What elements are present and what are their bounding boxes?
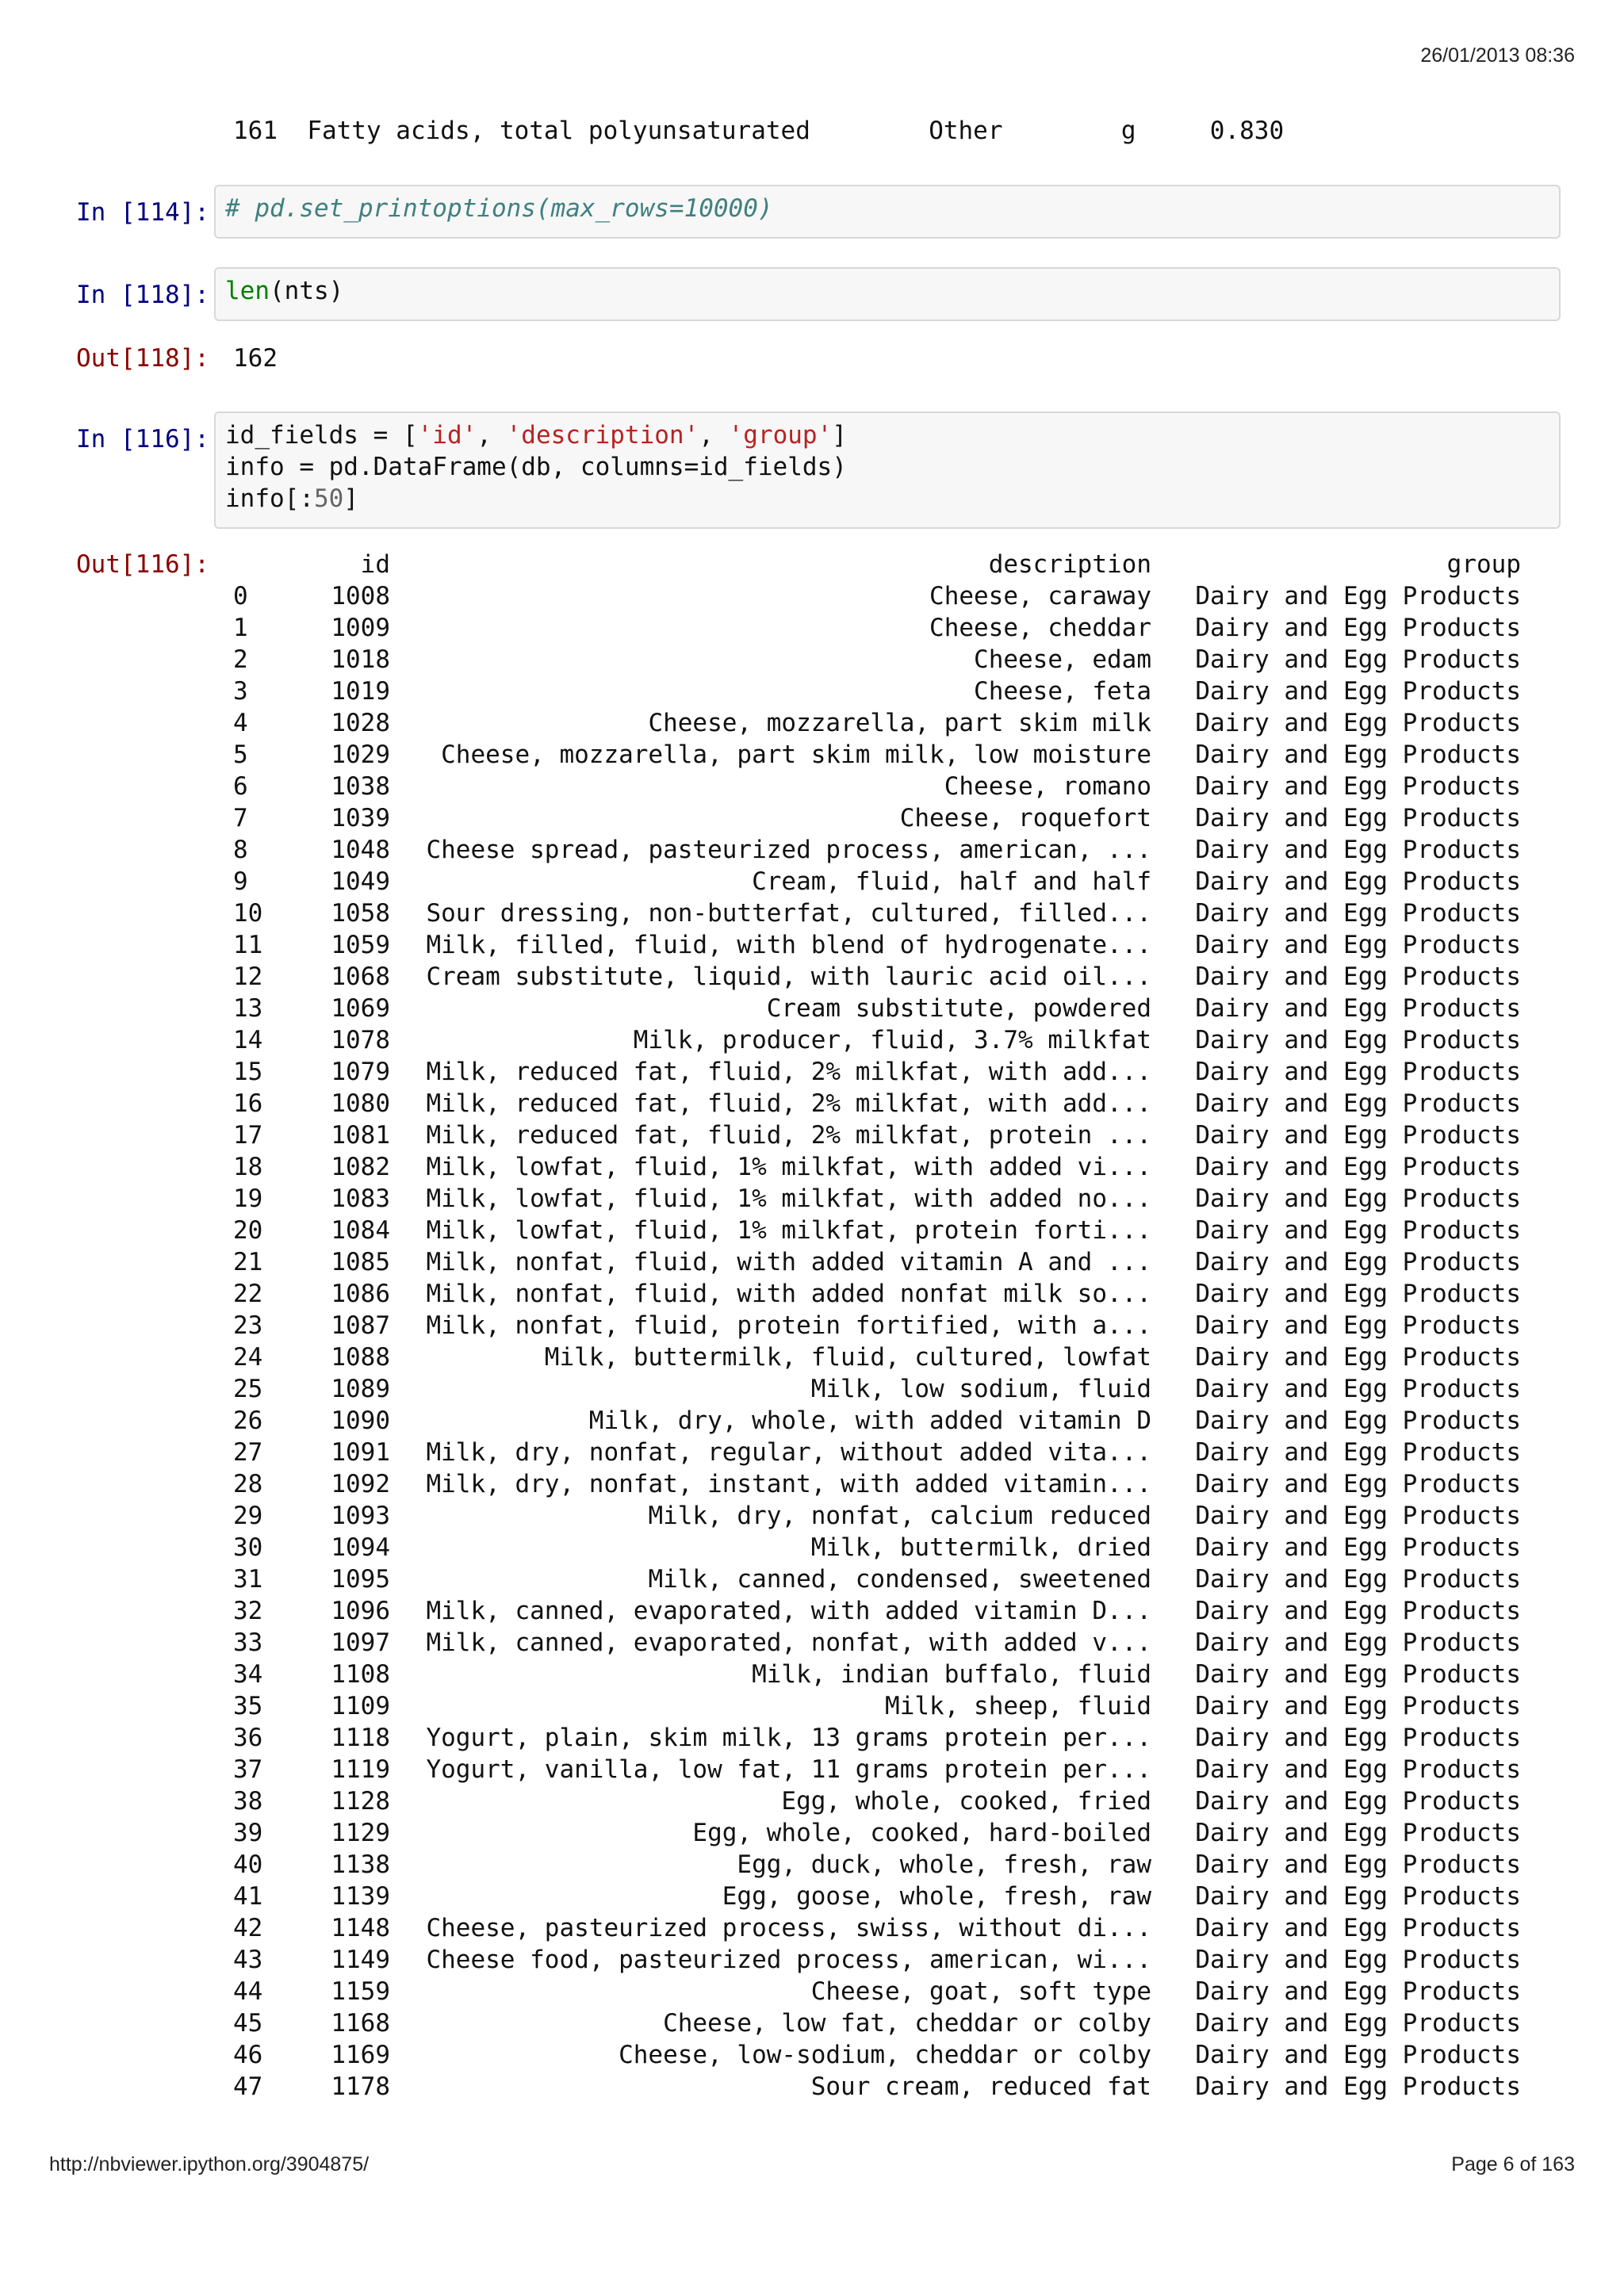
row-index: 22 xyxy=(233,1280,263,1308)
row-group: Dairy and Egg Products xyxy=(1195,994,1521,1023)
row-description: Cheese spread, pasteurized process, american, ... xyxy=(426,836,1151,864)
row-group: Dairy and Egg Products xyxy=(1195,1724,1521,1752)
table-row xyxy=(233,1785,1521,1817)
row-id: 1008 xyxy=(331,582,390,610)
row-description: Yogurt, vanilla, low fat, 11 grams protein per... xyxy=(426,1755,1151,1784)
row-id: 1108 xyxy=(331,1660,390,1689)
row-index: 4 xyxy=(233,709,248,737)
out-116-prompt: Out[116]: xyxy=(76,550,209,579)
row-group: Dairy and Egg Products xyxy=(1195,1819,1521,1847)
dataframe-output xyxy=(233,549,1521,2103)
row-description: Milk, buttermilk, fluid, cultured, lowfat xyxy=(544,1343,1151,1372)
row-description: Cheese, feta xyxy=(974,677,1151,706)
row-group: Dairy and Egg Products xyxy=(1195,836,1521,864)
row-id: 1159 xyxy=(331,1977,390,2006)
row-description: Milk, dry, nonfat, instant, with added vitamin... xyxy=(426,1470,1151,1498)
cell-118-prompt: In [118]: xyxy=(76,281,209,309)
cell-118-input[interactable] xyxy=(214,267,1561,321)
row-group: Dairy and Egg Products xyxy=(1195,582,1521,610)
row-description: Milk, nonfat, fluid, with added vitamin A and ... xyxy=(426,1248,1151,1276)
column-header-description: description xyxy=(988,550,1151,579)
cell-116-line-1: id_fields = ['id', 'description', 'group'] xyxy=(225,421,847,450)
cell-118-arg: (nts) xyxy=(270,277,344,305)
table-row xyxy=(233,1405,1521,1437)
row-index: 2 xyxy=(233,645,248,674)
row-index: 33 xyxy=(233,1628,263,1657)
print-timestamp: 26/01/2013 08:36 xyxy=(1420,44,1575,67)
row-group: Dairy and Egg Products xyxy=(1195,1438,1521,1467)
row-description: Cheese food, pasteurized process, american, wi... xyxy=(426,1946,1151,1974)
row-description: Cheese, goat, soft type xyxy=(810,1977,1151,2006)
row-id: 1088 xyxy=(331,1343,390,1372)
row-group: Dairy and Egg Products xyxy=(1195,1628,1521,1657)
row-group: Dairy and Egg Products xyxy=(1195,677,1521,706)
dataframe-header-row xyxy=(233,549,1521,580)
table-row xyxy=(233,1912,1521,1944)
row-description: Cream substitute, powdered xyxy=(766,994,1151,1023)
table-row xyxy=(233,1690,1521,1722)
row-description: Milk, dry, whole, with added vitamin D xyxy=(588,1406,1151,1435)
row-index: 19 xyxy=(233,1184,263,1213)
row-group: Dairy and Egg Products xyxy=(1195,709,1521,737)
row-index: 39 xyxy=(233,1819,263,1847)
table-row xyxy=(233,866,1521,897)
row-index: 11 xyxy=(233,931,263,959)
previous-output-line: 161 Fatty acids, total polyunsaturated Other g 0.830 xyxy=(233,117,1285,145)
row-group: Dairy and Egg Products xyxy=(1195,1692,1521,1720)
row-description: Cream substitute, liquid, with lauric acid oil... xyxy=(426,962,1151,991)
row-index: 35 xyxy=(233,1692,263,1720)
row-id: 1095 xyxy=(331,1565,390,1594)
row-description: Milk, lowfat, fluid, 1% milkfat, with added vi... xyxy=(426,1153,1151,1181)
row-group: Dairy and Egg Products xyxy=(1195,1121,1521,1150)
row-id: 1038 xyxy=(331,772,390,801)
row-id: 1091 xyxy=(331,1438,390,1467)
row-id: 1078 xyxy=(331,1026,390,1054)
row-index: 16 xyxy=(233,1089,263,1118)
row-group: Dairy and Egg Products xyxy=(1195,772,1521,801)
row-index: 6 xyxy=(233,772,248,801)
column-header-id: id xyxy=(360,550,390,579)
table-row xyxy=(233,1373,1521,1405)
row-id: 1168 xyxy=(331,2009,390,2038)
row-index: 13 xyxy=(233,994,263,1023)
row-index: 8 xyxy=(233,836,248,864)
row-group: Dairy and Egg Products xyxy=(1195,1660,1521,1689)
footer-page-number: Page 6 of 163 xyxy=(1451,2153,1575,2175)
row-group: Dairy and Egg Products xyxy=(1195,1089,1521,1118)
row-id: 1009 xyxy=(331,614,390,642)
row-id: 1109 xyxy=(331,1692,390,1720)
row-id: 1149 xyxy=(331,1946,390,1974)
row-group: Dairy and Egg Products xyxy=(1195,1470,1521,1498)
row-description: Sour dressing, non-butterfat, cultured, filled... xyxy=(426,899,1151,928)
row-group: Dairy and Egg Products xyxy=(1195,1533,1521,1562)
row-description: Milk, buttermilk, dried xyxy=(810,1533,1151,1562)
row-index: 42 xyxy=(233,1914,263,1942)
row-index: 37 xyxy=(233,1755,263,1784)
row-group: Dairy and Egg Products xyxy=(1195,1565,1521,1594)
table-row xyxy=(233,1215,1521,1246)
row-id: 1079 xyxy=(331,1058,390,1086)
table-row xyxy=(233,1976,1521,2007)
table-row xyxy=(233,2071,1521,2103)
column-header-group: group xyxy=(1446,550,1521,579)
row-id: 1084 xyxy=(331,1216,390,1245)
row-index: 36 xyxy=(233,1724,263,1752)
row-index: 41 xyxy=(233,1882,263,1911)
row-id: 1049 xyxy=(331,867,390,896)
row-description: Cheese, romano xyxy=(944,772,1151,801)
row-id: 1069 xyxy=(331,994,390,1023)
row-id: 1058 xyxy=(331,899,390,928)
row-description: Milk, lowfat, fluid, 1% milkfat, protein forti... xyxy=(426,1216,1151,1245)
row-id: 1094 xyxy=(331,1533,390,1562)
row-id: 1096 xyxy=(331,1597,390,1625)
cell-116-input[interactable] xyxy=(214,411,1561,529)
table-row xyxy=(233,644,1521,675)
row-group: Dairy and Egg Products xyxy=(1195,804,1521,832)
row-group: Dairy and Egg Products xyxy=(1195,867,1521,896)
cell-116-line-2: info = pd.DataFrame(db, columns=id_fields) xyxy=(225,453,847,481)
footer-url: http://nbviewer.ipython.org/3904875/ xyxy=(49,2153,370,2175)
row-description: Egg, duck, whole, fresh, raw xyxy=(737,1850,1151,1879)
row-description: Egg, goose, whole, fresh, raw xyxy=(722,1882,1151,1911)
table-row xyxy=(233,1278,1521,1310)
row-description: Milk, nonfat, fluid, with added nonfat milk so... xyxy=(426,1280,1151,1308)
row-id: 1080 xyxy=(331,1089,390,1118)
row-description: Cheese, low fat, cheddar or colby xyxy=(663,2009,1151,2038)
table-row xyxy=(233,1437,1521,1468)
row-description: Milk, reduced fat, fluid, 2% milkfat, with add... xyxy=(426,1058,1151,1086)
row-index: 27 xyxy=(233,1438,263,1467)
out-118-value: 162 xyxy=(233,344,278,373)
table-row xyxy=(233,897,1521,929)
cell-116-prompt: In [116]: xyxy=(76,425,209,453)
table-row xyxy=(233,1563,1521,1595)
table-row xyxy=(233,1024,1521,1056)
row-description: Milk, canned, condensed, sweetened xyxy=(648,1565,1151,1594)
row-id: 1048 xyxy=(331,836,390,864)
cell-114-input[interactable] xyxy=(214,185,1561,239)
row-index: 24 xyxy=(233,1343,263,1372)
table-row xyxy=(233,1627,1521,1659)
row-description: Milk, reduced fat, fluid, 2% milkfat, protein ... xyxy=(426,1121,1151,1150)
table-row xyxy=(233,675,1521,707)
row-id: 1028 xyxy=(331,709,390,737)
row-index: 45 xyxy=(233,2009,263,2038)
row-id: 1092 xyxy=(331,1470,390,1498)
row-group: Dairy and Egg Products xyxy=(1195,740,1521,769)
row-index: 31 xyxy=(233,1565,263,1594)
row-description: Cheese, pasteurized process, swiss, without di... xyxy=(426,1914,1151,1942)
table-row xyxy=(233,1881,1521,1912)
row-description: Cheese, edam xyxy=(974,645,1151,674)
row-id: 1086 xyxy=(331,1280,390,1308)
table-row xyxy=(233,739,1521,771)
row-index: 43 xyxy=(233,1946,263,1974)
row-description: Cheese, mozzarella, part skim milk, low moisture xyxy=(441,740,1151,769)
row-index: 44 xyxy=(233,1977,263,2006)
row-id: 1090 xyxy=(331,1406,390,1435)
table-row xyxy=(233,580,1521,612)
row-index: 21 xyxy=(233,1248,263,1276)
table-row xyxy=(233,612,1521,644)
table-row xyxy=(233,771,1521,802)
row-description: Milk, reduced fat, fluid, 2% milkfat, with add... xyxy=(426,1089,1151,1118)
row-group: Dairy and Egg Products xyxy=(1195,2072,1521,2101)
table-row xyxy=(233,1849,1521,1881)
row-index: 14 xyxy=(233,1026,263,1054)
table-row xyxy=(233,1722,1521,1754)
row-id: 1119 xyxy=(331,1755,390,1784)
row-id: 1129 xyxy=(331,1819,390,1847)
table-row xyxy=(233,1246,1521,1278)
row-index: 34 xyxy=(233,1660,263,1689)
row-group: Dairy and Egg Products xyxy=(1195,962,1521,991)
table-row xyxy=(233,961,1521,993)
row-group: Dairy and Egg Products xyxy=(1195,1914,1521,1942)
table-row xyxy=(233,707,1521,739)
row-description: Milk, nonfat, fluid, protein fortified, with a... xyxy=(426,1311,1151,1340)
table-row xyxy=(233,1088,1521,1119)
table-row xyxy=(233,1056,1521,1088)
table-row xyxy=(233,2007,1521,2039)
table-row xyxy=(233,2039,1521,2071)
row-index: 26 xyxy=(233,1406,263,1435)
row-id: 1019 xyxy=(331,677,390,706)
row-group: Dairy and Egg Products xyxy=(1195,614,1521,642)
row-group: Dairy and Egg Products xyxy=(1195,931,1521,959)
table-row xyxy=(233,1817,1521,1849)
row-description: Milk, sheep, fluid xyxy=(885,1692,1151,1720)
row-group: Dairy and Egg Products xyxy=(1195,1882,1521,1911)
table-row xyxy=(233,1468,1521,1500)
table-row xyxy=(233,1659,1521,1690)
cell-114-prompt: In [114]: xyxy=(76,198,209,227)
row-group: Dairy and Egg Products xyxy=(1195,1755,1521,1784)
row-group: Dairy and Egg Products xyxy=(1195,1850,1521,1879)
row-index: 30 xyxy=(233,1533,263,1562)
row-id: 1178 xyxy=(331,2072,390,2101)
row-description: Milk, lowfat, fluid, 1% milkfat, with added no... xyxy=(426,1184,1151,1213)
row-id: 1068 xyxy=(331,962,390,991)
row-id: 1081 xyxy=(331,1121,390,1150)
row-group: Dairy and Egg Products xyxy=(1195,1977,1521,2006)
row-index: 10 xyxy=(233,899,263,928)
row-id: 1138 xyxy=(331,1850,390,1879)
table-row xyxy=(233,1595,1521,1627)
row-index: 1 xyxy=(233,614,248,642)
row-group: Dairy and Egg Products xyxy=(1195,1216,1521,1245)
row-description: Egg, whole, cooked, fried xyxy=(781,1787,1151,1816)
table-row xyxy=(233,1500,1521,1532)
row-index: 25 xyxy=(233,1375,263,1403)
row-description: Cheese, mozzarella, part skim milk xyxy=(648,709,1151,737)
row-group: Dairy and Egg Products xyxy=(1195,1153,1521,1181)
row-description: Milk, filled, fluid, with blend of hydrogenate... xyxy=(426,931,1151,959)
row-id: 1018 xyxy=(331,645,390,674)
row-index: 47 xyxy=(233,2072,263,2101)
row-group: Dairy and Egg Products xyxy=(1195,1184,1521,1213)
row-description: Yogurt, plain, skim milk, 13 grams protein per... xyxy=(426,1724,1151,1752)
row-group: Dairy and Egg Products xyxy=(1195,1502,1521,1530)
out-118-prompt: Out[118]: xyxy=(76,344,209,373)
row-id: 1029 xyxy=(331,740,390,769)
row-id: 1118 xyxy=(331,1724,390,1752)
row-description: Milk, canned, evaporated, nonfat, with added v... xyxy=(426,1628,1151,1657)
row-group: Dairy and Egg Products xyxy=(1195,1946,1521,1974)
row-id: 1083 xyxy=(331,1184,390,1213)
table-row xyxy=(233,1341,1521,1373)
row-index: 9 xyxy=(233,867,248,896)
row-group: Dairy and Egg Products xyxy=(1195,1280,1521,1308)
table-row xyxy=(233,802,1521,834)
row-id: 1169 xyxy=(331,2041,390,2069)
row-group: Dairy and Egg Products xyxy=(1195,645,1521,674)
row-index: 12 xyxy=(233,962,263,991)
row-group: Dairy and Egg Products xyxy=(1195,1375,1521,1403)
row-group: Dairy and Egg Products xyxy=(1195,1406,1521,1435)
row-group: Dairy and Egg Products xyxy=(1195,2009,1521,2038)
row-index: 38 xyxy=(233,1787,263,1816)
row-description: Egg, whole, cooked, hard-boiled xyxy=(692,1819,1151,1847)
row-group: Dairy and Egg Products xyxy=(1195,1311,1521,1340)
row-group: Dairy and Egg Products xyxy=(1195,1026,1521,1054)
row-index: 20 xyxy=(233,1216,263,1245)
row-index: 23 xyxy=(233,1311,263,1340)
table-row xyxy=(233,1151,1521,1183)
cell-118-builtin: len xyxy=(225,277,270,305)
table-row xyxy=(233,929,1521,961)
row-description: Milk, canned, evaporated, with added vitamin D... xyxy=(426,1597,1151,1625)
row-description: Milk, producer, fluid, 3.7% milkfat xyxy=(633,1026,1151,1054)
table-row xyxy=(233,1183,1521,1215)
row-description: Cheese, roquefort xyxy=(899,804,1151,832)
row-id: 1082 xyxy=(331,1153,390,1181)
row-index: 17 xyxy=(233,1121,263,1150)
table-row xyxy=(233,1754,1521,1785)
table-row xyxy=(233,993,1521,1024)
table-row xyxy=(233,1532,1521,1563)
row-group: Dairy and Egg Products xyxy=(1195,1597,1521,1625)
row-group: Dairy and Egg Products xyxy=(1195,1343,1521,1372)
row-group: Dairy and Egg Products xyxy=(1195,2041,1521,2069)
row-id: 1097 xyxy=(331,1628,390,1657)
row-index: 18 xyxy=(233,1153,263,1181)
cell-116-line-3: info[:50] xyxy=(225,484,358,513)
row-description: Milk, dry, nonfat, regular, without added vita... xyxy=(426,1438,1151,1467)
row-index: 15 xyxy=(233,1058,263,1086)
row-description: Milk, indian buffalo, fluid xyxy=(752,1660,1151,1689)
row-description: Cheese, cheddar xyxy=(929,614,1151,642)
row-id: 1148 xyxy=(331,1914,390,1942)
row-id: 1085 xyxy=(331,1248,390,1276)
row-description: Cream, fluid, half and half xyxy=(752,867,1151,896)
row-id: 1139 xyxy=(331,1882,390,1911)
row-description: Milk, low sodium, fluid xyxy=(810,1375,1151,1403)
row-index: 7 xyxy=(233,804,248,832)
row-index: 46 xyxy=(233,2041,263,2069)
row-index: 32 xyxy=(233,1597,263,1625)
row-group: Dairy and Egg Products xyxy=(1195,1787,1521,1816)
row-group: Dairy and Egg Products xyxy=(1195,899,1521,928)
row-index: 28 xyxy=(233,1470,263,1498)
row-description: Cheese, caraway xyxy=(929,582,1151,610)
row-id: 1089 xyxy=(331,1375,390,1403)
row-id: 1059 xyxy=(331,931,390,959)
table-row xyxy=(233,834,1521,866)
row-index: 3 xyxy=(233,677,248,706)
table-row xyxy=(233,1310,1521,1341)
row-description: Milk, dry, nonfat, calcium reduced xyxy=(648,1502,1151,1530)
row-id: 1093 xyxy=(331,1502,390,1530)
row-id: 1128 xyxy=(331,1787,390,1816)
row-description: Cheese, low-sodium, cheddar or colby xyxy=(619,2041,1151,2069)
row-group: Dairy and Egg Products xyxy=(1195,1058,1521,1086)
index-header xyxy=(233,549,295,580)
row-description: Sour cream, reduced fat xyxy=(810,2072,1151,2101)
row-id: 1087 xyxy=(331,1311,390,1340)
row-index: 5 xyxy=(233,740,248,769)
cell-114-code: # pd.set_printoptions(max_rows=10000) xyxy=(225,194,773,223)
row-index: 29 xyxy=(233,1502,263,1530)
row-id: 1039 xyxy=(331,804,390,832)
row-index: 0 xyxy=(233,582,248,610)
table-row xyxy=(233,1944,1521,1976)
row-group: Dairy and Egg Products xyxy=(1195,1248,1521,1276)
table-row xyxy=(233,1119,1521,1151)
row-index: 40 xyxy=(233,1850,263,1879)
